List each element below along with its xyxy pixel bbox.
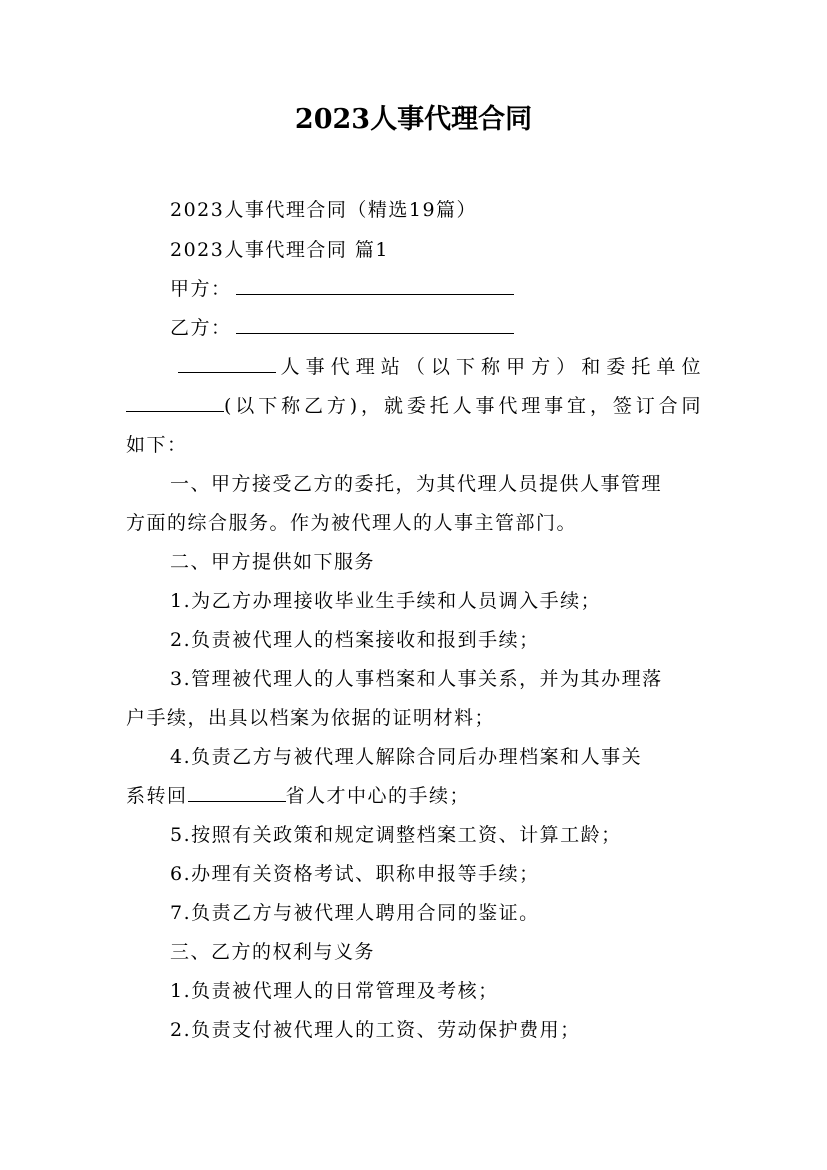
party-b-blank bbox=[236, 311, 514, 334]
clause-2-item-3-line-1: 3.管理被代理人的人事档案和人事关系，并为其办理落 bbox=[170, 668, 663, 690]
client-name-blank bbox=[126, 389, 224, 412]
clause-2-item-6: 6.办理有关资格考试、职称申报等手续； bbox=[170, 863, 540, 885]
clause-3-item-2: 2.负责支付被代理人的工资、劳动保护费用； bbox=[170, 1019, 581, 1041]
clause-2-item-4-text-b: 省人才中心的手续； bbox=[285, 785, 471, 807]
agency-name-blank bbox=[178, 350, 276, 373]
clause-2-item-5: 5.按照有关政策和规定调整档案工资、计算工龄； bbox=[170, 824, 622, 846]
clause-2-item-3-line-2: 户手续，出具以档案为依据的证明材料； bbox=[126, 707, 496, 729]
party-a-blank bbox=[236, 272, 514, 295]
clause-3-title: 三、乙方的权利与义务 bbox=[170, 941, 376, 963]
clause-2-item-7: 7.负责乙方与被代理人聘用合同的鉴证。 bbox=[170, 902, 540, 924]
clause-2-item-2: 2.负责被代理人的档案接收和报到手续； bbox=[170, 629, 540, 651]
province-blank bbox=[188, 779, 286, 802]
party-a-label: 甲方： bbox=[170, 278, 232, 300]
clause-2-item-4-text-a: 系转回 bbox=[126, 785, 188, 807]
clause-1-line-2: 方面的综合服务。作为被代理人的人事主管部门。 bbox=[126, 512, 578, 534]
document-subtitle: 2023人事代理合同（精选19篇） bbox=[170, 199, 478, 221]
intro-line-1 bbox=[178, 348, 702, 386]
party-a-line bbox=[170, 270, 702, 308]
clause-2-item-4-line-2 bbox=[126, 777, 702, 815]
party-b-line bbox=[170, 309, 702, 347]
party-b-label: 乙方： bbox=[170, 317, 232, 339]
clause-2-title: 二、甲方提供如下服务 bbox=[170, 551, 376, 573]
clause-3-item-1: 1.负责被代理人的日常管理及考核； bbox=[170, 980, 499, 1002]
section-heading: 2023人事代理合同 篇1 bbox=[170, 239, 389, 261]
document-title: 2023人事代理合同 bbox=[294, 104, 533, 135]
intro-text-2: (以下称乙方)，就委托人事代理事宜，签订合同 bbox=[224, 395, 702, 417]
intro-text-1: 人事代理站（以下称甲方）和委托单位 bbox=[276, 356, 702, 378]
clause-2-item-4-line-1: 4.负责乙方与被代理人解除合同后办理档案和人事关 bbox=[170, 746, 643, 768]
intro-line-3: 如下： bbox=[126, 434, 188, 456]
clause-2-item-1: 1.为乙方办理接收毕业生手续和人员调入手续； bbox=[170, 590, 602, 612]
clause-1-line-1: 一、甲方接受乙方的委托，为其代理人员提供人事管理 bbox=[170, 473, 663, 495]
intro-line-2 bbox=[126, 387, 702, 425]
